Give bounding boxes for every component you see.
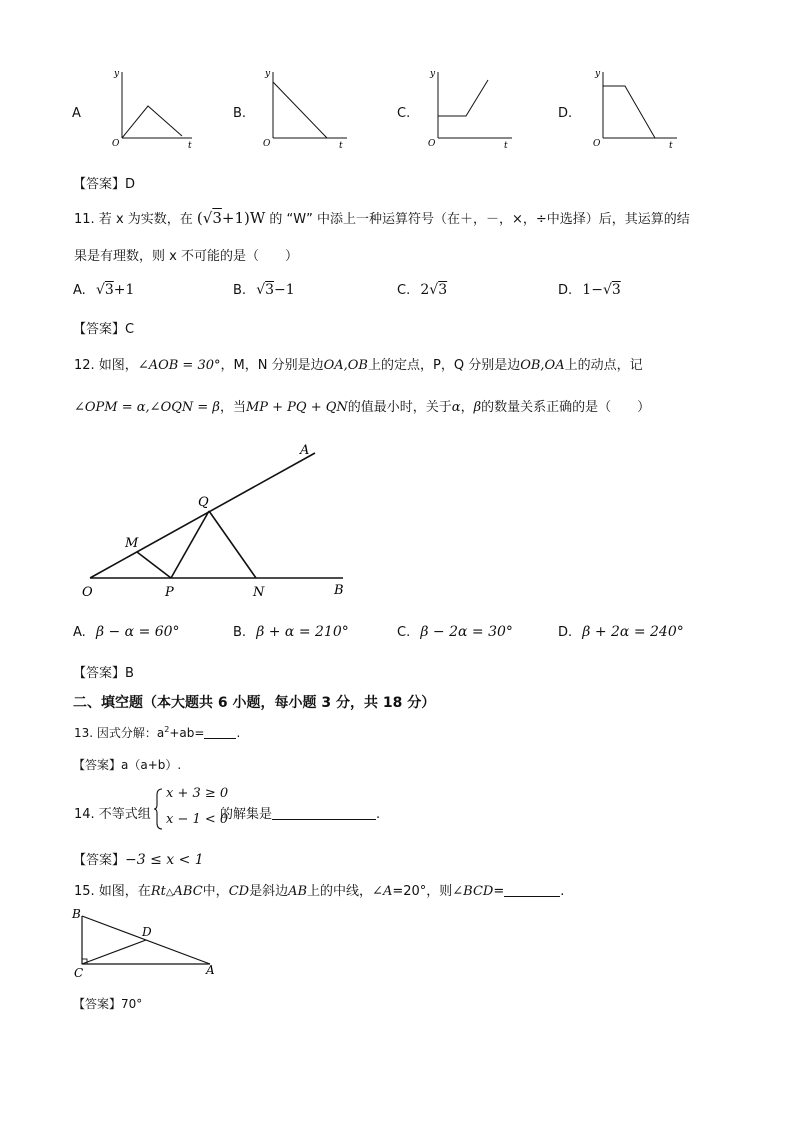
q11-text-post: 的 “W” 中添上一种运算符号（在＋，－，×，÷中选择）后，其运算的结	[269, 212, 690, 227]
axis-x-label: t	[339, 141, 343, 151]
q11-option-d	[558, 282, 621, 298]
option-expr: 1−√3	[582, 282, 621, 298]
axis-x-label: t	[504, 141, 508, 151]
label-a: A	[300, 443, 310, 458]
q11-text-pre: 11. 若 x 为实数，在	[74, 212, 193, 227]
segment-qn	[209, 511, 256, 578]
q10-option-c-letter: C.	[397, 106, 411, 121]
option-letter: B.	[233, 283, 247, 298]
q14-inequality-2: x − 1 < 0	[166, 812, 229, 827]
graph-curve	[438, 80, 488, 116]
origin-label: O	[593, 139, 601, 149]
q13-answer: 【答案】a（a+b）.	[73, 758, 182, 772]
label-c: C	[74, 966, 84, 980]
label-q: Q	[198, 495, 209, 510]
q14-answer: 【答案】−3 ≤ x < 1	[73, 852, 204, 868]
q12-option-a: A. β − α = 60°	[73, 624, 180, 640]
option-letter: A.	[73, 283, 86, 298]
q12-option-d: D. β + 2α = 240°	[558, 624, 684, 640]
axis-y-label: y	[265, 69, 271, 79]
label-o: O	[82, 585, 93, 600]
q10-option-b-letter: B.	[233, 106, 247, 121]
axis-y-label: y	[430, 69, 436, 79]
option-letter: C.	[397, 283, 411, 298]
q12-option-b: B. β + α = 210°	[233, 624, 349, 640]
label-n: N	[253, 585, 265, 600]
option-expr: √3−1	[256, 282, 295, 298]
graph-curve	[122, 106, 182, 138]
q12-line2: ∠OPM = α,∠OQN = β，当MP + PQ + QN的值最小时，关于α，β的数量关系正确的是（ ）	[74, 400, 651, 415]
section-title: 二、填空题（本大题共 6 小题，每小题 3 分，共 18 分）	[73, 695, 436, 711]
q10-answer: 【答案】D	[73, 177, 136, 192]
label-d: D	[142, 925, 152, 939]
label-b: B	[334, 583, 344, 598]
option-letter: A	[72, 106, 81, 121]
q10-graph-a	[100, 64, 200, 156]
q12-figure	[70, 436, 370, 606]
axis-y-label: y	[595, 69, 601, 79]
label-m: M	[125, 536, 139, 551]
axis-y-label: y	[114, 69, 120, 79]
q14-inequality-1: x + 3 ≥ 0	[166, 786, 229, 801]
q11-option-b	[233, 282, 295, 298]
q12-line1: 12. 如图，∠AOB = 30°，M，N 分别是边OA,OB上的定点，P，Q 分别是边OB,OA上的动点，记	[74, 358, 643, 373]
axis-x-label: t	[669, 141, 673, 151]
q11-option-c	[397, 282, 447, 298]
option-expr: √3+1	[95, 282, 135, 298]
q11-expression: (√3+1)W	[196, 209, 266, 227]
q11-option-a	[73, 282, 134, 298]
q10-option-d-letter: D.	[558, 106, 573, 121]
q15-answer: 【答案】70°	[73, 997, 143, 1011]
segment-mp	[137, 552, 171, 578]
q15-line: 15. 如图，在Rt△ABC中，CD是斜边AB上的中线，∠A=20°，则∠BCD= .	[74, 884, 565, 899]
q11-answer: 【答案】C	[73, 322, 135, 337]
q15-figure	[68, 904, 228, 980]
answer-blank	[504, 884, 560, 897]
answer-blank	[272, 807, 376, 820]
segment-pq	[171, 511, 209, 578]
origin-label: O	[263, 139, 271, 149]
ray-oa	[90, 453, 315, 578]
q14-brace-icon	[154, 787, 164, 831]
q14-suffix: 的解集是 .	[220, 807, 381, 822]
q10-graph-b	[255, 64, 355, 156]
answer-blank	[204, 726, 236, 739]
q14-prefix: 14. 不等式组	[74, 807, 151, 822]
label-b: B	[72, 907, 81, 921]
q12-answer: 【答案】B	[73, 666, 134, 681]
q10-graph-d	[585, 64, 685, 156]
label-a: A	[206, 963, 215, 977]
q13-line: 13. 因式分解：$a^2+ab=$ .	[74, 725, 241, 740]
q12-option-c: C. β − 2α = 30°	[397, 624, 513, 640]
option-letter: D.	[558, 283, 573, 298]
q10-graph-c	[420, 64, 520, 156]
axis-x-label: t	[188, 141, 192, 151]
graph-curve	[603, 86, 655, 138]
graph-curve	[273, 82, 327, 138]
q11-line1	[74, 208, 690, 227]
option-expr: 2√3	[420, 282, 448, 298]
origin-label: O	[428, 139, 436, 149]
q11-line2: 果是有理数，则 x 不可能的是（ ）	[74, 249, 298, 264]
origin-label: O	[112, 139, 120, 149]
segment-cd	[82, 940, 146, 964]
label-p: P	[165, 585, 174, 600]
